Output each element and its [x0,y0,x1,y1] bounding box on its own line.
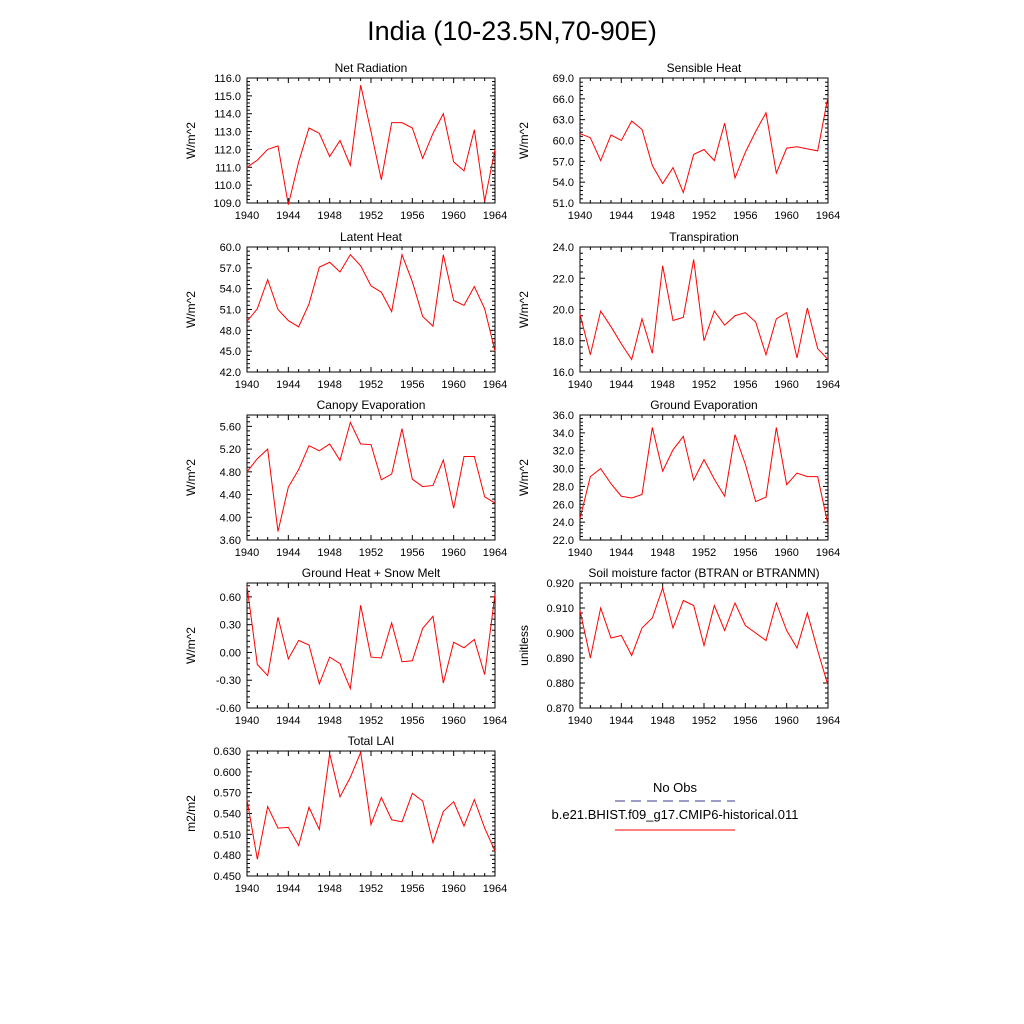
x-tick-label: 1952 [691,547,717,559]
y-tick-label: 69.0 [552,73,574,85]
x-tick-label: 1940 [567,715,593,727]
y-tick-label: 0.510 [213,829,241,842]
y-tick-label: 0.890 [546,653,574,665]
y-tick-label: 63.0 [552,114,574,127]
panel-total-lai [184,734,507,895]
x-tick-label: 1956 [400,883,425,895]
plot-frame [247,247,495,372]
x-tick-label: 1956 [733,547,758,559]
y-axis-label: unitless [517,625,531,666]
x-tick-label: 1952 [358,883,384,895]
x-tick-label: 1960 [441,547,466,559]
y-tick-label: 0.00 [219,647,241,660]
legend [552,780,799,830]
x-tick-label: 1956 [400,379,425,391]
y-axis-label: W/m^2 [517,459,531,496]
x-tick-label: 1948 [650,210,675,222]
x-tick-label: 1944 [609,547,634,559]
y-tick-label: 0.30 [219,619,241,632]
y-tick-label: 4.80 [219,466,241,479]
x-tick-label: 1940 [567,547,593,559]
legend-model-label: b.e21.BHIST.f09_g17.CMIP6-historical.011 [551,807,799,822]
x-tick-label: 1940 [234,715,260,727]
x-tick-label: 1948 [317,715,342,727]
y-tick-label: 5.60 [219,421,241,434]
legend-obs-label: No Obs [652,780,698,795]
panel-title: Ground Evaporation [650,398,758,412]
x-tick-label: 1948 [317,379,342,391]
y-tick-label: 5.20 [219,444,241,457]
x-tick-label: 1940 [567,379,593,391]
x-tick-label: 1948 [650,715,675,727]
x-tick-label: 1956 [400,547,425,559]
y-tick-label: 60.0 [552,135,574,148]
x-tick-label: 1964 [815,379,841,391]
chart-panels [184,61,840,895]
panel-title: Transpiration [669,230,739,244]
panel-ground-heat-snow-melt [184,566,507,727]
plot-frame [247,78,495,203]
y-tick-label: 16.0 [552,367,574,379]
panel-title: Soil moisture factor (BTRAN or BTRANMN) [588,566,820,580]
x-tick-label: 1952 [358,210,384,222]
x-tick-label: 1964 [482,547,508,559]
y-axis-label: m2/m2 [184,795,198,832]
y-tick-label: 3.60 [219,535,241,547]
plot-frame [247,751,495,876]
y-tick-label: 51.0 [552,198,574,210]
x-tick-label: 1952 [358,715,384,727]
x-tick-label: 1956 [733,210,758,222]
x-tick-label: 1944 [276,883,301,895]
y-tick-label: 34.0 [552,427,574,440]
y-tick-label: 0.540 [213,808,241,821]
y-tick-label: 42.0 [219,367,241,379]
y-tick-label: 111.0 [215,162,241,175]
y-tick-label: 0.900 [546,628,574,640]
series-line [580,588,828,686]
panel-transpiration [517,230,840,391]
panel-title: Total LAI [347,734,395,748]
x-tick-label: 1944 [609,210,634,222]
panel-soil-moisture-factor [517,566,840,727]
figure-title: India (10-23.5N,70-90E) [367,16,657,46]
y-axis-label: W/m^2 [517,291,531,328]
x-tick-label: 1960 [441,379,466,391]
y-tick-label: 0.480 [213,850,241,863]
x-tick-label: 1964 [482,379,508,391]
y-tick-label: 109.0 [213,198,241,210]
series-line [580,428,828,525]
panel-ground-evaporation [517,398,840,559]
y-tick-label: 115.0 [214,90,241,103]
x-tick-label: 1944 [276,547,301,559]
x-tick-label: 1948 [317,210,342,222]
panel-title: Sensible Heat [666,61,742,75]
x-tick-label: 1956 [733,379,758,391]
panel-title: Ground Heat + Snow Melt [301,566,441,580]
x-tick-label: 1944 [276,210,301,222]
x-tick-label: 1940 [234,379,260,391]
y-tick-label: 24.0 [552,517,574,530]
y-tick-label: 113.0 [214,126,241,139]
x-tick-label: 1956 [400,210,425,222]
panel-title: Net Radiation [334,61,408,75]
x-tick-label: 1956 [400,715,425,727]
plot-frame [247,415,495,540]
y-axis-label: W/m^2 [184,459,198,496]
x-tick-label: 1960 [774,379,799,391]
x-tick-label: 1952 [358,379,384,391]
y-tick-label: 66.0 [552,93,574,106]
y-tick-label: 0.910 [546,603,574,615]
x-tick-label: 1960 [774,715,799,727]
panel-title: Canopy Evaporation [316,398,426,412]
y-tick-label: 28.0 [552,481,574,494]
series-line [247,586,495,689]
panel-net-radiation [184,61,507,222]
y-tick-label: 116.0 [214,73,241,85]
y-tick-label: 26.0 [552,499,574,512]
x-tick-label: 1948 [317,883,342,895]
y-tick-label: 0.450 [213,871,241,883]
series-line [247,85,495,205]
x-tick-label: 1964 [482,883,508,895]
y-tick-label: -0.60 [215,703,241,715]
plot-frame [247,583,495,708]
y-tick-label: 45.0 [219,346,241,359]
y-tick-label: 22.0 [552,535,574,547]
plot-frame [580,78,828,203]
plot-frame [580,415,828,540]
y-tick-label: 57.0 [552,156,574,169]
y-tick-label: 20.0 [552,304,574,317]
y-tick-label: 0.600 [213,766,241,779]
x-tick-label: 1940 [234,547,260,559]
y-tick-label: 0.570 [213,787,241,800]
y-tick-label: 4.00 [219,512,241,525]
y-tick-label: -0.30 [215,675,241,688]
panel-title: Latent Heat [339,230,403,244]
y-tick-label: 51.0 [219,304,241,317]
x-tick-label: 1960 [774,210,799,222]
y-tick-label: 54.0 [552,177,574,190]
series-line [580,97,828,193]
x-tick-label: 1940 [234,210,260,222]
y-axis-label: W/m^2 [184,122,198,159]
y-tick-label: 24.0 [552,242,574,254]
y-tick-label: 36.0 [552,410,574,422]
x-tick-label: 1960 [441,715,466,727]
y-tick-label: 0.630 [213,746,241,758]
y-tick-label: 0.870 [546,703,574,715]
x-tick-label: 1940 [234,883,260,895]
x-tick-label: 1964 [815,715,841,727]
y-tick-label: 114.0 [214,108,241,121]
y-tick-label: 60.0 [219,242,241,254]
y-tick-label: 18.0 [552,335,574,348]
x-tick-label: 1964 [482,210,508,222]
x-tick-label: 1964 [482,715,508,727]
x-tick-label: 1952 [691,210,717,222]
x-tick-label: 1952 [691,379,717,391]
x-tick-label: 1948 [650,547,675,559]
x-tick-label: 1964 [815,210,841,222]
y-axis-label: W/m^2 [184,627,198,664]
y-axis-label: W/m^2 [184,291,198,328]
x-tick-label: 1960 [441,883,466,895]
x-tick-label: 1960 [441,210,466,222]
x-tick-label: 1944 [609,379,634,391]
y-tick-label: 54.0 [219,283,241,296]
y-tick-label: 32.0 [552,445,574,458]
x-tick-label: 1948 [317,547,342,559]
x-tick-label: 1944 [276,379,301,391]
x-tick-label: 1960 [774,547,799,559]
y-tick-label: 48.0 [219,325,241,338]
x-tick-label: 1952 [358,547,384,559]
y-tick-label: 0.920 [546,578,574,590]
x-tick-label: 1952 [691,715,717,727]
x-tick-label: 1956 [733,715,758,727]
y-tick-label: 0.60 [219,591,241,604]
panel-canopy-evaporation [184,398,507,559]
y-axis-label: W/m^2 [517,122,531,159]
x-tick-label: 1948 [650,379,675,391]
y-tick-label: 30.0 [552,463,574,476]
series-line [580,260,828,360]
x-tick-label: 1944 [609,715,634,727]
panel-sensible-heat [517,61,840,222]
x-tick-label: 1964 [815,547,841,559]
series-line [247,422,495,531]
y-tick-label: 4.40 [219,489,241,502]
x-tick-label: 1940 [567,210,593,222]
x-tick-label: 1944 [276,715,301,727]
series-line [247,255,495,352]
y-tick-label: 57.0 [219,262,241,275]
y-tick-label: 110.0 [214,180,241,193]
y-tick-label: 0.880 [546,678,574,690]
y-tick-label: 22.0 [552,273,574,286]
series-line [247,752,495,859]
plot-frame [580,247,828,372]
panel-latent-heat [184,230,507,391]
y-tick-label: 112.0 [214,144,241,157]
